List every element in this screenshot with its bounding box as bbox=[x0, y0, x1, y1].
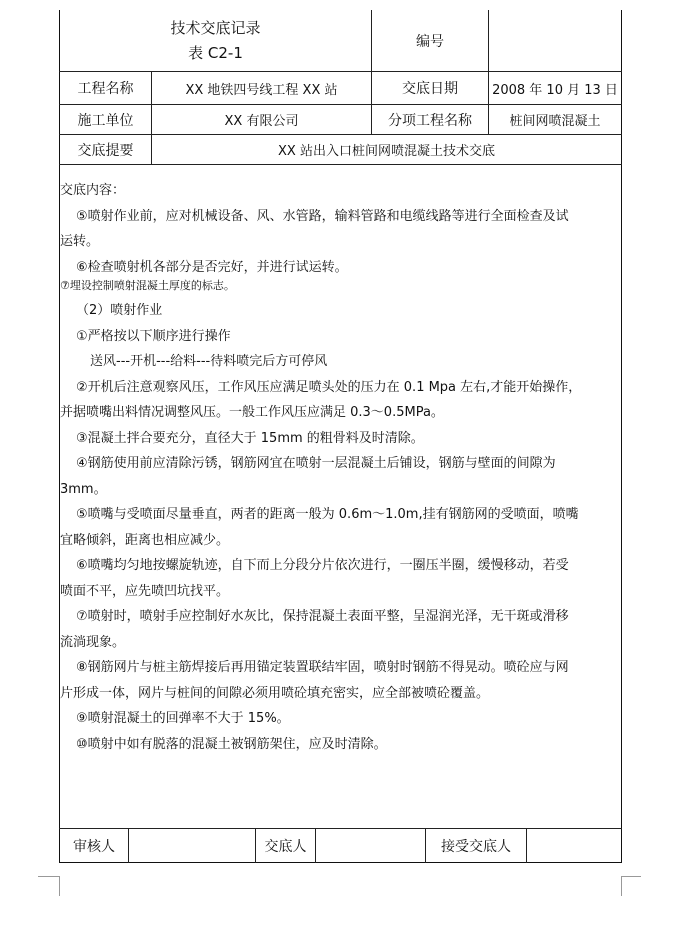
crop-mark-left-h bbox=[38, 876, 59, 877]
content-line: ④钢筋使用前应清除污锈，钢筋网宜在喷射一层混凝土后铺设，钢筋与壁面的间隙为 bbox=[76, 456, 556, 471]
content-line: ⑧钢筋网片与桩主筋焊接后再用锚定装置联结牢固，喷射时钢筋不得晃动。喷砼应与网 bbox=[76, 660, 569, 675]
content-line: ⑤喷射作业前，应对机械设备、风、水管路，输料管路和电缆线路等进行全面检查及试 bbox=[76, 208, 569, 224]
discloser-label: 交底人 bbox=[264, 838, 307, 855]
summary-label: 交底提要 bbox=[77, 142, 134, 159]
content-line: 送风---开机---给料---待料喷完后方可停风 bbox=[90, 354, 328, 369]
date-label: 交底日期 bbox=[402, 81, 458, 97]
number-label: 编号 bbox=[416, 33, 444, 50]
project-name-label: 工程名称 bbox=[77, 81, 134, 97]
content-line: 3mm。 bbox=[60, 481, 107, 497]
content-line: ①严格按以下顺序进行操作 bbox=[76, 328, 231, 344]
construction-unit-label: 施工单位 bbox=[77, 112, 134, 129]
subitem-label: 分项工程名称 bbox=[388, 112, 472, 129]
crop-mark-left-v bbox=[59, 876, 60, 896]
content-line: ⑥喷嘴均匀地按螺旋轨迹，自下而上分段分片依次进行，一圈压半圈，缓慢移动，若受 bbox=[76, 558, 569, 573]
content-heading: 交底内容： bbox=[60, 183, 126, 198]
content-line: ②开机后注意观察风压，工作风压应满足喷头处的压力在 0.1 Mpa 左右,才能开始操作， bbox=[76, 379, 582, 395]
content-line: 片形成一体，网片与桩间的间隙必须用喷砼填充密实，应全部被喷砼覆盖。 bbox=[60, 685, 490, 701]
crop-mark-right-v bbox=[621, 876, 622, 896]
content-line: 喷面不平，应先喷凹坑找平。 bbox=[60, 583, 230, 599]
reviewer-value bbox=[129, 829, 255, 862]
receiver-value bbox=[527, 829, 621, 862]
table-bottom-border bbox=[59, 862, 622, 863]
discloser-value bbox=[316, 829, 425, 862]
row-line-summary bbox=[59, 164, 622, 165]
content-line: （2）喷射作业 bbox=[76, 303, 163, 318]
content-line: 并据喷嘴出料情况调整风压。一般工作风压应满足 0.3～0.5MPa。 bbox=[60, 405, 444, 420]
receiver-label: 接受交底人 bbox=[441, 838, 511, 855]
date-value: 2008 年 10 月 13 日 bbox=[492, 82, 618, 98]
content-line: ⑦埋设控制喷射混凝土厚度的标志。 bbox=[60, 279, 235, 292]
content-line: ⑤喷嘴与受喷面尽量垂直，两者的距离一般为 0.6m～1.0m,挂有钢筋网的受喷面，喷嘴 bbox=[76, 507, 579, 522]
summary-value: XX 站出入口桩间网喷混凝土技术交底 bbox=[278, 144, 495, 159]
construction-unit-value: XX 有限公司 bbox=[224, 114, 299, 129]
content-line: 流淌现象。 bbox=[60, 634, 126, 650]
content-line: ⑨喷射混凝土的回弹率不大于 15%。 bbox=[76, 711, 290, 726]
subitem-value: 桩间网喷混凝土 bbox=[509, 114, 601, 129]
content-line: ③混凝土拌合要充分，直径大于 15mm 的粗骨料及时清除。 bbox=[76, 430, 424, 446]
content-line: 宜略倾斜，距离也相应减少。 bbox=[60, 532, 230, 548]
number-value bbox=[489, 10, 621, 71]
document-title: 技术交底记录 bbox=[170, 19, 261, 37]
crop-mark-right-h bbox=[621, 876, 641, 877]
project-name-value: XX 地铁四号线工程 XX 站 bbox=[185, 82, 338, 98]
content-line: ⑩喷射中如有脱落的混凝土被钢筋架住，应及时清除。 bbox=[76, 736, 387, 752]
disclosure-content bbox=[60, 178, 622, 757]
content-line: 运转。 bbox=[60, 234, 100, 249]
reviewer-label: 审核人 bbox=[73, 838, 115, 855]
content-line: ⑦喷射时，喷射手应控制好水灰比，保持混凝土表面平整，呈湿润光泽，无干斑或滑移 bbox=[76, 609, 569, 624]
form-number: 表 C2-1 bbox=[188, 44, 243, 62]
content-line: ⑥检查喷射机各部分是否完好，并进行试运转。 bbox=[76, 259, 348, 275]
